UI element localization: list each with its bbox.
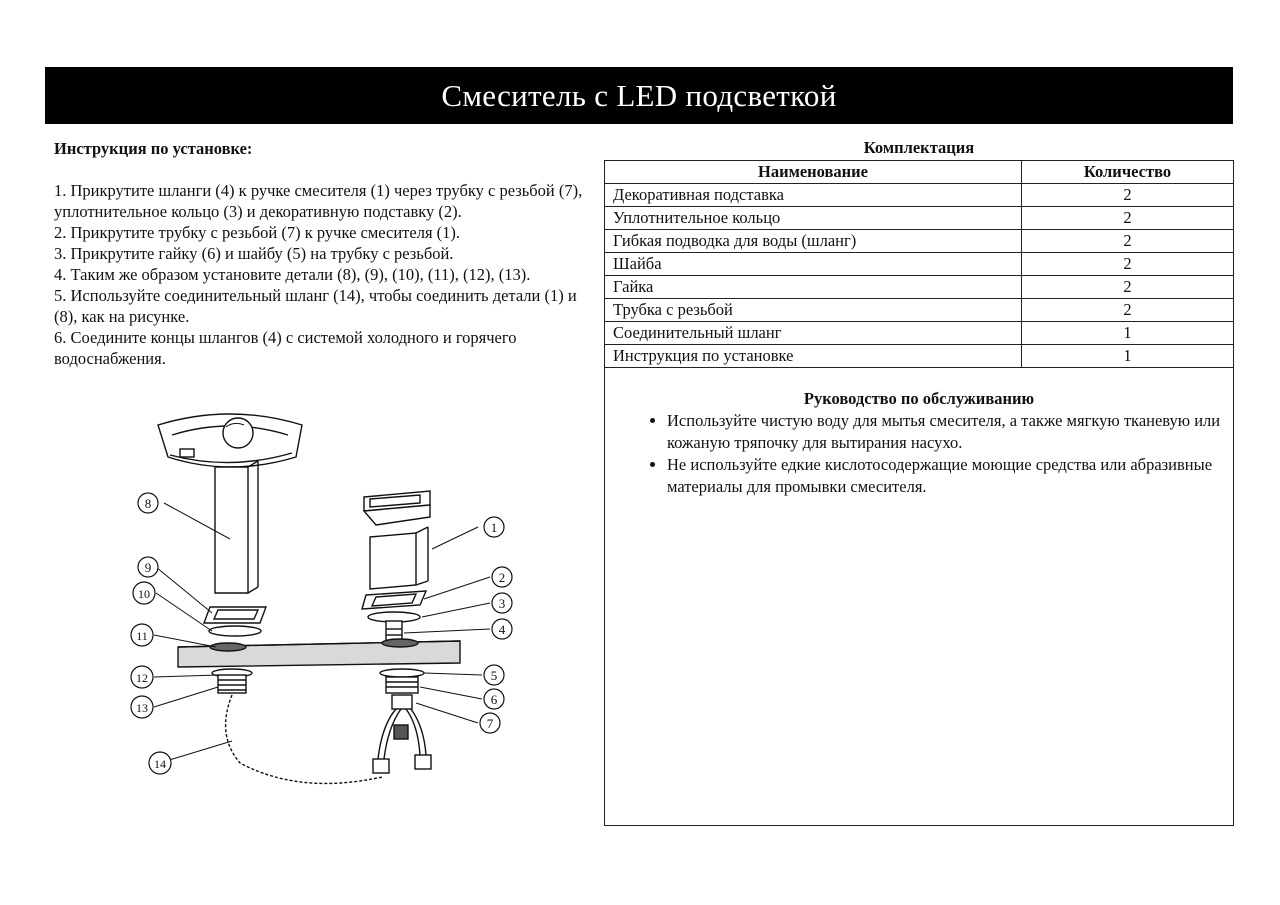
callout-label: 10: [138, 587, 150, 601]
table-row: [605, 253, 1234, 276]
water-hoses: [373, 709, 431, 773]
item-name: Соединительный шланг: [605, 322, 1022, 345]
item-name: Трубка с резьбой: [605, 299, 1022, 322]
care-heading: Руководство по обслуживанию: [803, 389, 1035, 408]
kit-title: Комплектация: [863, 138, 975, 157]
callout-label: 8: [144, 496, 152, 511]
item-qty: 1: [1022, 345, 1234, 368]
installation-steps: [54, 180, 599, 369]
table-row: [605, 276, 1234, 299]
installation-step: 4. Таким же образом установите детали (8), (9), (10), (11), (12), (13).: [54, 265, 531, 284]
item-qty: 2: [1022, 207, 1234, 230]
callout-label: 5: [490, 668, 498, 683]
connecting-hose: [226, 695, 382, 783]
item-name: Декоративная подставка: [605, 184, 1022, 207]
callout-label: 4: [498, 622, 506, 637]
spout-base-parts: [204, 607, 266, 636]
care-item: • Используйте чистую воду для мытья смесителя, а также мягкую тканевую или кожаную тряпочку для вытирания насухо.: [667, 410, 1233, 454]
installation-step: 5. Используйте соединительный шланг (14), чтобы соединить детали (1) и (8), как на рисунке.: [54, 286, 577, 326]
table-row: [605, 207, 1234, 230]
table-header-row: [605, 161, 1234, 184]
care-section: [604, 368, 1234, 826]
callout-label: 7: [486, 716, 494, 731]
item-qty: 1: [1022, 322, 1234, 345]
item-name: Гибкая подводка для воды (шланг): [605, 230, 1022, 253]
item-name: Уплотнительное кольцо: [605, 207, 1022, 230]
installation-section: [54, 138, 599, 369]
care-item: • Не используйте едкие кислотосодержащие моющие средства или абразивные материалы для промывки смесителя.: [667, 454, 1233, 498]
installation-step: 1. Прикрутите шланги (4) к ручке смесителя (1) через трубку с резьбой (7), уплотнительное кольцо (3) и декоративную подставку (2).: [54, 181, 583, 221]
callout-label: 12: [136, 671, 148, 685]
installation-step: 3. Прикрутите гайку (6) и шайбу (5) на трубку с резьбой.: [54, 244, 454, 263]
handle-base-parts: [362, 591, 426, 643]
item-name: Инструкция по установке: [605, 345, 1022, 368]
item-qty: 2: [1022, 276, 1234, 299]
callout-label: 2: [498, 570, 506, 585]
callout-label: 6: [490, 692, 498, 707]
item-qty: 2: [1022, 230, 1234, 253]
table-row: [605, 184, 1234, 207]
table-row: [605, 345, 1234, 368]
kit-table: [604, 160, 1234, 368]
installation-step: 6. Соедините концы шлангов (4) с системой холодного и горячего водоснабжения.: [54, 328, 517, 368]
table-row: [605, 299, 1234, 322]
column-header-qty: Количество: [1022, 161, 1234, 184]
table-row: [605, 230, 1234, 253]
callout-label: 11: [136, 629, 148, 643]
callout-label: 3: [498, 596, 506, 611]
callout-label: 9: [144, 560, 152, 575]
page-title: Смеситель с LED подсветкой: [45, 67, 1233, 124]
callout-labels: [131, 493, 512, 774]
care-list: [605, 410, 1233, 498]
installation-step: 2. Прикрутите трубку с резьбой (7) к ручке смесителя (1).: [54, 223, 461, 242]
item-name: Шайба: [605, 253, 1022, 276]
callout-label: 1: [490, 520, 498, 535]
item-qty: 2: [1022, 299, 1234, 322]
table-row: [605, 322, 1234, 345]
callout-label: 14: [154, 757, 166, 771]
leader-lines: [154, 503, 490, 761]
callout-label: 13: [136, 701, 148, 715]
faucet-assembly-diagram: [120, 405, 520, 805]
spout-head-part: [158, 414, 302, 467]
spout-body-part: [215, 461, 258, 593]
column-header-name: Наименование: [605, 161, 1022, 184]
item-name: Гайка: [605, 276, 1022, 299]
left-mount-parts: [212, 669, 252, 693]
handle-part: [364, 491, 430, 589]
item-qty: 2: [1022, 184, 1234, 207]
kit-section: [604, 138, 1234, 826]
installation-heading: Инструкция по установке:: [54, 139, 253, 158]
deck-plate: [178, 639, 460, 667]
item-qty: 2: [1022, 253, 1234, 276]
